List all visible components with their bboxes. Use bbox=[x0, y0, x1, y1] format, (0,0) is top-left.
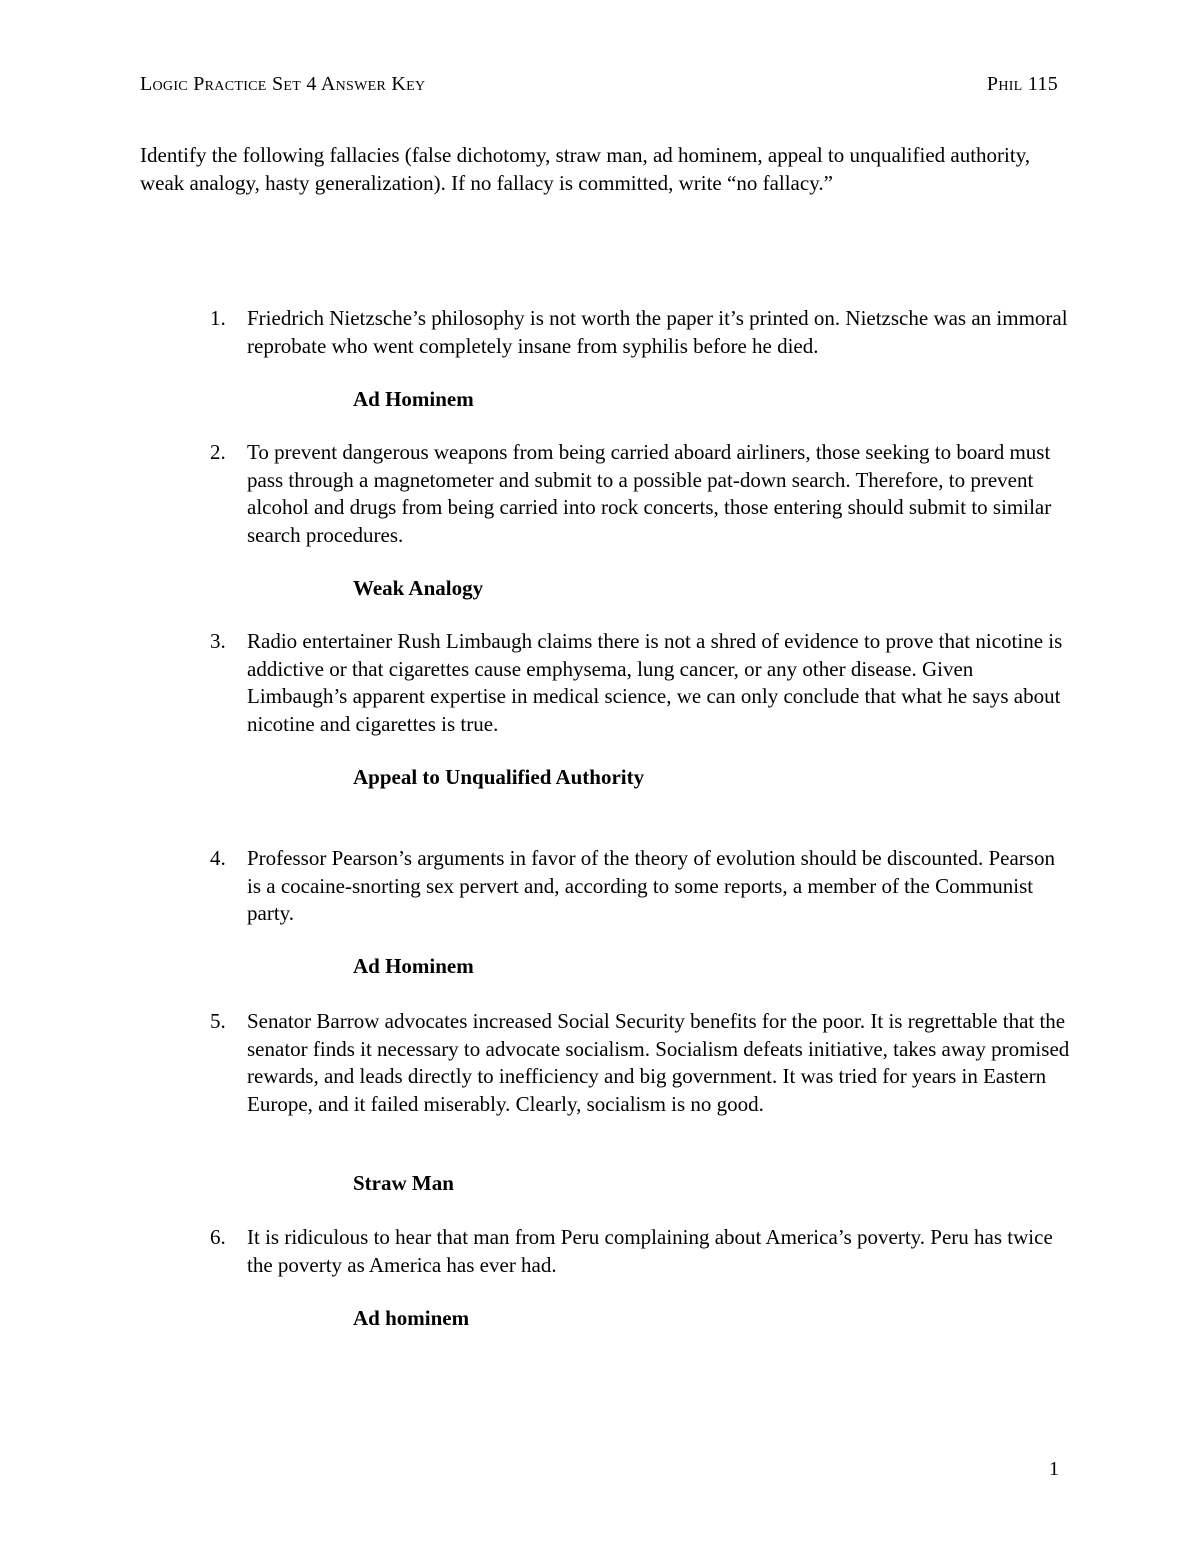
question-1 bbox=[210, 305, 1070, 360]
question-number: 2. bbox=[210, 440, 226, 464]
question-3 bbox=[210, 628, 1070, 738]
question-text: Friedrich Nietzsche’s philosophy is not worth the paper it’s printed on. Nietzsche was an immoral reprobate who went completely insane from syphilis before he died. bbox=[247, 306, 1068, 358]
question-2 bbox=[210, 439, 1070, 549]
question-text: To prevent dangerous weapons from being carried aboard airliners, those seeking to board must pass through a magnetometer and submit to a possible pat-down search. Therefore, to prevent alcohol and drugs from being carried into rock concerts, those entering should submit to similar search procedures. bbox=[247, 440, 1052, 547]
question-number: 6. bbox=[210, 1225, 226, 1249]
question-number: 1. bbox=[210, 306, 226, 330]
answer-5: Straw Man bbox=[353, 1171, 454, 1195]
page-number: 1 bbox=[1049, 1458, 1059, 1480]
answer-3: Appeal to Unqualified Authority bbox=[353, 765, 645, 789]
question-5 bbox=[210, 1008, 1070, 1118]
question-text: It is ridiculous to hear that man from Peru complaining about America’s poverty. Peru has twice the poverty as America has ever had. bbox=[247, 1225, 1053, 1277]
question-text: Radio entertainer Rush Limbaugh claims there is not a shred of evidence to prove that nicotine is addictive or that cigarettes cause emphysema, lung cancer, or any other disease. Given Limbaugh’s apparent expertise in medical science, we can only conclude that what he says about nicotine and cigarettes is true. bbox=[247, 629, 1063, 736]
instructions: Identify the following fallacies (false dichotomy, straw man, ad hominem, appeal to unqualified authority, weak analogy, hasty generalization). If no fallacy is committed, write “no fallacy.” bbox=[140, 143, 1031, 195]
answer-6: Ad hominem bbox=[353, 1306, 470, 1330]
question-number: 3. bbox=[210, 629, 226, 653]
header-title: Logic Practice Set 4 Answer Key bbox=[140, 73, 426, 95]
question-text: Professor Pearson’s arguments in favor of the theory of evolution should be discounted. Pearson is a cocaine-snorting sex pervert and, according to some reports, a member of the Communist party. bbox=[247, 846, 1055, 925]
question-4 bbox=[210, 845, 1070, 928]
question-number: 4. bbox=[210, 846, 226, 870]
answer-2: Weak Analogy bbox=[353, 576, 484, 600]
question-number: 5. bbox=[210, 1009, 226, 1033]
answer-1: Ad Hominem bbox=[353, 387, 474, 411]
question-text: Senator Barrow advocates increased Social Security benefits for the poor. It is regrettable that the senator finds it necessary to advocate socialism. Socialism defeats initiative, takes away promised rewards, and leads directly to inefficiency and big government. It was tried for years in Eastern Europe, and it failed miserably. Clearly, socialism is no good. bbox=[247, 1009, 1070, 1116]
question-6 bbox=[210, 1224, 1070, 1279]
header-course: Phil 115 bbox=[986, 73, 1058, 95]
answer-4: Ad Hominem bbox=[353, 954, 474, 978]
